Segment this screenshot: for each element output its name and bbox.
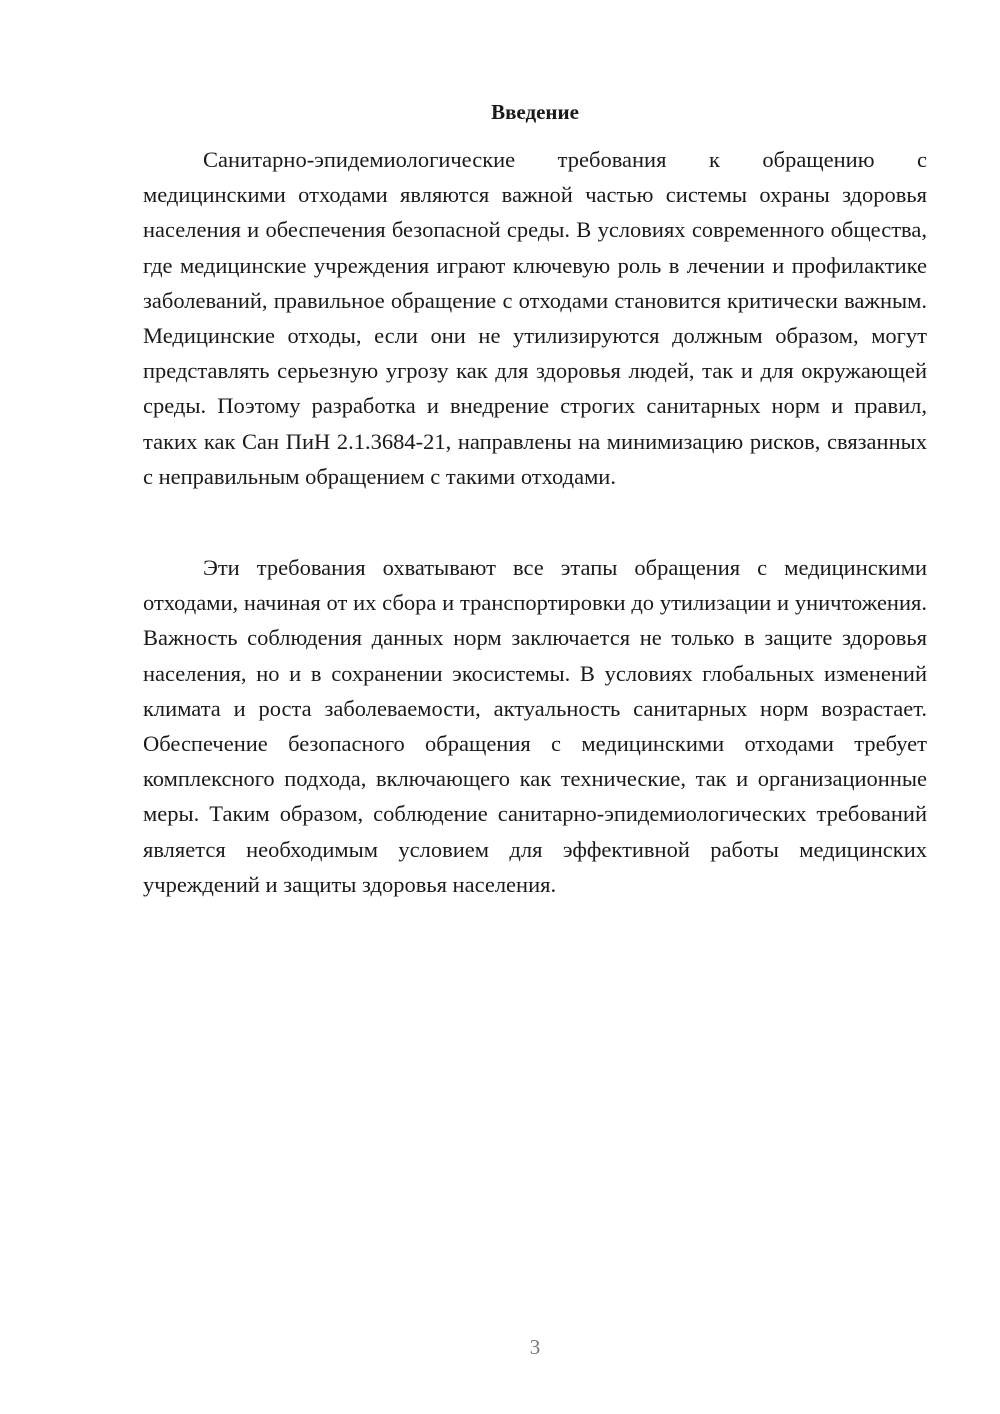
paragraph-introduction: Санитарно-эпидемиологические требования к обращению с медицинскими отходами являются важной частью системы охраны здоровья населения и обеспечения безопасной среды. В условиях современного общества, где медицинские учреждения играют ключевую роль в лечении и профилактике заболеваний, правильное обращение с отходами становится критически важным. Медицинские отходы, если они не утилизируются должным образом, могут представлять серьезную угрозу как для здоровья людей, так и для окружающей среды. Поэтому разработка и внедрение строгих санитарных норм и правил, таких как Сан ПиН 2.1.3684-21, направлены на минимизацию рисков, связанных с неправильным обращением с такими отходами.	[143, 147, 927, 489]
paragraph-requirements: Эти требования охватывают все этапы обращения с медицинскими отходами, начиная от их сбора и транспортировки до утилизации и уничтожения. Важность соблюдения данных норм заключается не только в защите здоровья населения, но и в сохранении экосистемы. В условиях глобальных изменений климата и роста заболеваемости, актуальность санитарных норм возрастает. Обеспечение безопасного обращения с медицинскими отходами требует комплексного подхода, включающего как технические, так и организационные меры. Таким образом, соблюдение санитарно-эпидемиологических требований является необходимым условием для эффективной работы медицинских учреждений и защиты здоровья населения.	[143, 555, 927, 897]
section-heading: Введение	[491, 100, 579, 124]
page-number: 3	[529, 1335, 541, 1359]
